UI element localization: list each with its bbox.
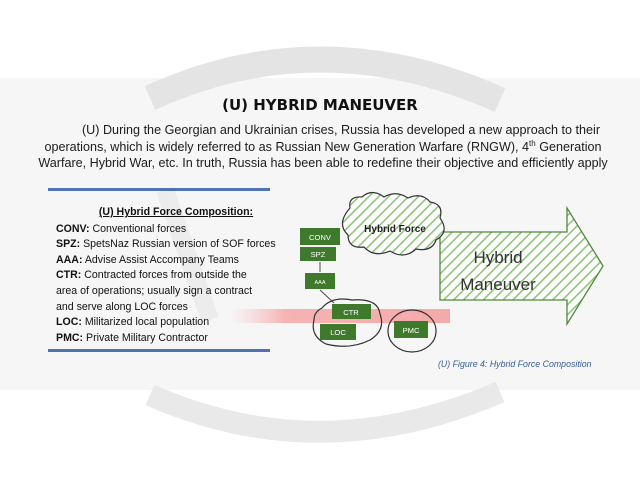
cloud-label: Hybrid Force (364, 224, 426, 235)
figure-caption: (U) Figure 4: Hybrid Force Composition (438, 359, 592, 369)
paragraph-line-2: operations, which is widely referred to as Russian New Generation Warfare (RNGW), 4th Generation (44, 138, 602, 154)
conv-label: CONV (309, 233, 331, 242)
legend-abbr: AAA: (56, 253, 83, 266)
legend-text: Militarized local population (81, 316, 210, 329)
spz-label: SPZ (310, 250, 326, 259)
legend-text: Contracted forces from outside the (81, 269, 247, 282)
legend-text: Advise Assist Accompany Teams (82, 253, 239, 266)
aaa-label: AAA (314, 280, 326, 286)
loc-label: LOC (330, 328, 346, 337)
pmc-label: PMC (402, 326, 420, 335)
legend-heading: (U) Hybrid Force Composition: (98, 206, 254, 218)
arrow-label-maneuver: Maneuver (460, 275, 536, 294)
arrow-label-hybrid: Hybrid (473, 248, 523, 267)
legend-abbr: LOC: (56, 316, 82, 329)
ctr-label: CTR (343, 308, 359, 317)
legend-text: SpetsNaz Russian version of SOF forces (80, 238, 276, 251)
paragraph-line-3: Warfare, Hybrid War, etc. In truth, Russia has been able to redefine their objective and efficiently apply (38, 156, 608, 170)
legend-text: Private Military Contractor (83, 331, 208, 344)
legend-text: Conventional forces (89, 222, 187, 235)
legend-abbr: PMC: (56, 331, 84, 344)
legend-abbr: SPZ: (56, 238, 81, 251)
page-title: (U) HYBRID MANEUVER (222, 96, 418, 114)
paragraph-line-1: (U) During the Georgian and Ukrainian crises, Russia has developed a new approach to their (81, 123, 601, 137)
legend-text: area of operations; usually sign a contract (56, 284, 253, 297)
legend-abbr: CTR: (56, 269, 82, 282)
legend-abbr: CONV: (56, 222, 90, 235)
legend-text: and serve along LOC forces (56, 300, 188, 313)
